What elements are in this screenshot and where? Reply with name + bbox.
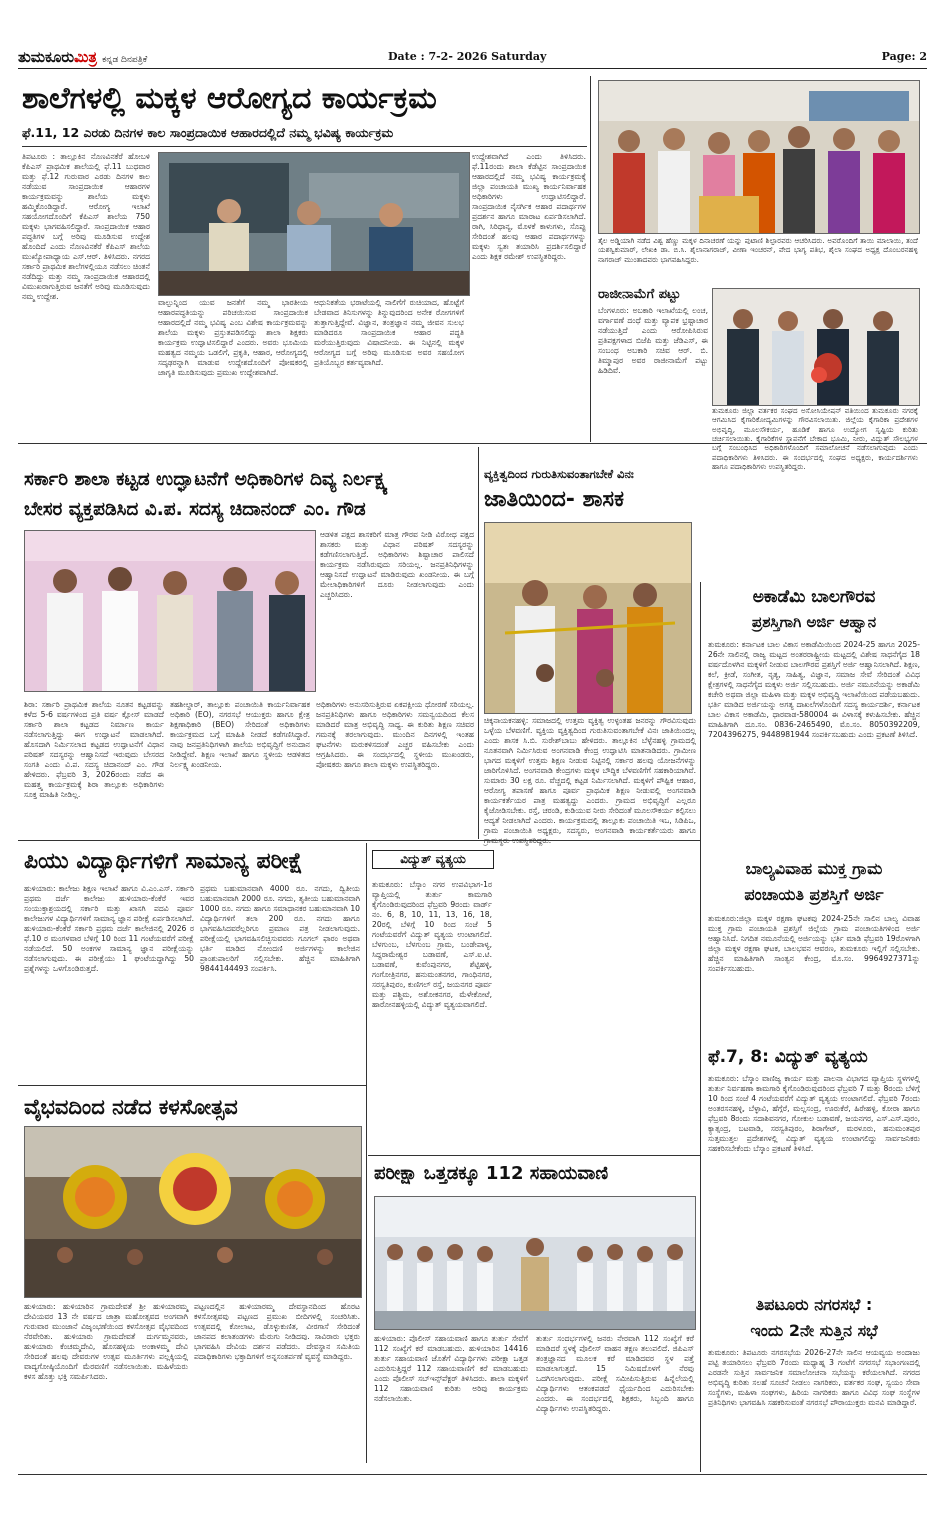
tiptur-headline1: ತಿಪಟೂರು ನಗರಸಭೆ :	[755, 1295, 873, 1314]
issue-date: Date : 7-2- 2026 Saturday	[388, 50, 547, 63]
story2-side: ಆಡಳಿತ ಪಕ್ಷದ ಶಾಸಕರಿಗೆ ಮಾತ್ರ ಗೌರವ ನೀಡಿ ವಿರೋಧ ಪಕ್ಷದ ಶಾಸಕರು ಮತ್ತು ವಿಧಾನ ಪರಿಷತ್ ಸದಸ್ಯರನ್ನು ಕಡೆಗಣಿಸಲಾಗುತ್ತಿದೆ. ಅಧಿಕಾರಿಗಳು ಶಿಷ್ಟಾಚಾರ ಪಾಲಿಸದೆ ಕಾರ್ಯಕ್ರಮ ನಡೆಸಿರುವುದು ಸರಿಯಲ್ಲ. ಜನಪ್ರತಿನಿಧಿಗಳನ್ನು ಆಹ್ವಾನಿಸದೆ ಉದ್ಘಾಟನೆ ಮಾಡಿರುವುದು ಖಂಡನೀಯ. ಈ ಬಗ್ಗೆ ಮೇಲಾಧಿಕಾರಿಗಳಿಗೆ ದೂರು ನೀಡಲಾಗುವುದು ಎಂದು ಎಚ್ಚರಿಸಿದರು.	[320, 530, 474, 600]
rajeenama-headline: ರಾಜೀನಾಮೆಗೆ ಪಟ್ಟು	[598, 287, 681, 302]
felicitation-caption-top: ತುಮಕೂರು ಜಿಲ್ಲಾ ವರ್ತಕರ ಸಂಘದ ಅಸೋಸಿಯೇಷನ್ ವತಿಯಿಂದ ತುಮಕೂರು ನಗರಕ್ಕೆ ಆಗಮಿಸಿದ ಕೈಗಾರಿಕೋದ್ಯಮಿಗಳನ್ನು ಗೌರವಿಸಲಾಯಿತು. ಜಿಲ್ಲೆಯ ಕೈಗಾರಿಕಾ ಪ್ರದೇಶಗಳ ಅಭಿವೃದ್ಧಿ, ಮೂಲಸೌಕರ್ಯ, ಹೂಡಿಕೆ ಹಾಗೂ ಉದ್ಯೋಗ ಸೃಷ್ಟಿಯ ಕುರಿತು ಚರ್ಚಿಸಲಾಯಿತು. ಕೈಗಾರಿಕೆಗಳ ಸ್ಥಾಪನೆಗೆ ಬೇಕಾದ ಭೂಮಿ, ನೀರು, ವಿದ್ಯುತ್ ಸೌಲಭ್ಯಗಳ ಬಗ್ಗೆ ಸಂಬಂಧಿಸಿದ ಅಧಿಕಾರಿಗಳೊಂದಿಗೆ ಸಮಾಲೋಚನೆ ನಡೆಸಲಾಗುವುದು ಎಂದು ಪದಾಧಿಕಾರಿಗಳು ತಿಳಿಸಿದರು. ಈ ಸಂದರ್ಭದಲ್ಲಿ ಸಂಘದ ಅಧ್ಯಕ್ಷರು, ಕಾರ್ಯದರ್ಶಿಗಳು ಹಾಗೂ ಪದಾಧಿಕಾರಿಗಳು ಉಪಸ್ಥಿತರಿದ್ದರು.	[712, 406, 918, 472]
balya-headline2: ಪಂಚಾಯತಿ ಪ್ರಶಸ್ತಿಗೆ ಅರ್ಜಿ	[744, 885, 884, 904]
story1-photo	[158, 152, 470, 296]
masthead-tagline: ಕನ್ನಡ ದಿನಪತ್ರಿಕೆ	[102, 55, 148, 65]
power-mid-headline: ವಿದ್ಯುತ್ ವ್ಯತ್ಯಯ	[372, 850, 494, 869]
story2-body3: ಅಧಿಕಾರಿಗಳು ಅನುಸರಿಸುತ್ತಿರುವ ಏಕಪಕ್ಷೀಯ ಧೋರಣೆ ಸರಿಯಲ್ಲ. ಜನಪ್ರತಿನಿಧಿಗಳು ಹಾಗೂ ಅಧಿಕಾರಿಗಳು ಸಮನ್ವಯದಿಂದ ಕೆಲಸ ಮಾಡಿದರೆ ಮಾತ್ರ ಅಭಿವೃದ್ಧಿ ಸಾಧ್ಯ. ಈ ಕುರಿತು ಶಿಕ್ಷಣ ಸಚಿವರ ಗಮನಕ್ಕೆ ತರಲಾಗುವುದು. ಮುಂದಿನ ದಿನಗಳಲ್ಲಿ ಇಂತಹ ಘಟನೆಗಳು ಮರುಕಳಿಸದಂತೆ ಎಚ್ಚರ ವಹಿಸಬೇಕು ಎಂದು ಆಗ್ರಹಿಸಿದರು. ಈ ಸಂದರ್ಭದಲ್ಲಿ ಸ್ಥಳೀಯ ಮುಖಂಡರು, ಪೋಷಕರು ಹಾಗೂ ಶಾಲಾ ಮಕ್ಕಳು ಉಪಸ್ಥಿತರಿದ್ದರು.	[316, 700, 474, 770]
puc-col2: ಪ್ರಥಮ ಬಹುಮಾನವಾಗಿ 4000 ರೂ. ನಗದು, ದ್ವಿತೀಯ ಬಹುಮಾನವಾಗಿ 2000 ರೂ. ನಗದು, ತೃತೀಯ ಬಹುಮಾನವಾಗಿ 1000 ರೂ. ನಗದು ಹಾಗೂ ಸಮಾಧಾನಕರ ಬಹುಮಾನವಾಗಿ 10 ವಿದ್ಯಾರ್ಥಿಗಳಿಗೆ ತಲಾ 200 ರೂ. ನಗದು ಹಾಗೂ ಭಾಗವಹಿಸಿದವರೆಲ್ಲರಿಗೂ ಪ್ರಮಾಣ ಪತ್ರ ನೀಡಲಾಗುವುದು. ಪರೀಕ್ಷೆಯಲ್ಲಿ ಭಾಗವಹಿಸಲಿಚ್ಛಿಸುವವರು ಗೂಗಲ್ ಫಾರಂ ಅಥವಾ ಭರ್ತಿ ಮಾಡಿದ ನೋಂದಣಿ ಅರ್ಜಿಗಳನ್ನು ಕಾಲೇಜಿನ ಪ್ರಾಂಶುಪಾಲರಿಗೆ ಸಲ್ಲಿಸಬೇಕು. ಹೆಚ್ಚಿನ ಮಾಹಿತಿಗಾಗಿ 9844144493 ಸಂಪರ್ಕಿಸಿ.	[200, 884, 360, 974]
page-header	[18, 46, 927, 69]
exam112-photo	[374, 1196, 696, 1330]
rajeenama-body: ಬೆಂಗಳೂರು: ಅಬಕಾರಿ ಇಲಾಖೆಯಲ್ಲಿ ಲಂಚ, ವರ್ಗಾವಣೆ ದಂಧೆ ಮತ್ತು ವ್ಯಾಪಕ ಭ್ರಷ್ಟಾಚಾರ ನಡೆಯುತ್ತಿದೆ ಎಂದು ಆರೋಪಿಸಿರುವ ಪ್ರತಿಪಕ್ಷಗಳಾದ ಬಿಜೆಪಿ ಮತ್ತು ಜೆಡಿಎಸ್, ಈ ಸಂಬಂಧ ಅಬಕಾರಿ ಸಚಿವ ಆರ್. ಬಿ. ತಿಮ್ಮಾಪುರ ಅವರ ರಾಜೀನಾಮೆಗೆ ಪಟ್ಟು ಹಿಡಿದಿವೆ.	[598, 306, 708, 376]
story1-subhead: ಫೆ.11, 12 ಎರಡು ದಿನಗಳ ಕಾಲ ಸಾಂಪ್ರದಾಯಿಕ ಆಹಾರದಲ್ಲಿದೆ ನಮ್ಮ ಭವಿಷ್ಯ ಕಾರ್ಯಕ್ರಮ	[22, 125, 394, 140]
story1-col2: ವಾಲ್ಪುನ್ನಿಂದ ಯುವ ಜನತೆಗೆ ನಮ್ಮ ಭಾರತೀಯ ಆಹಾರಪದ್ಧತಿಯನ್ನು ಪರಿಚಯಿಸುವ ಸಾಂಪ್ರದಾಯಿಕ ಆಹಾರದಲ್ಲಿದೆ ನಮ್ಮ ಭವಿಷ್ಯ ಎಂಬ ವಿಶೇಷ ಕಾರ್ಯಕ್ರಮವನ್ನು ಶಾಲೆಯ ಮಕ್ಕಳು ಪ್ರಸ್ತುತಪಡಿಸಲಿದ್ದು ಶಾಲಾ ಶಿಕ್ಷಕರು ಕಾರ್ಯಕ್ರಮ ಉದ್ಘಾಟಿಸಲಿದ್ದಾರೆ ಎಂದರು. ಅವರು ಭೂಮಿಯ ಮಹತ್ವದ ನಮ್ಮಯ ಒಡಲಿಗೆ, ಪ್ರಕೃತಿ, ಆಹಾರ, ಆರೋಗ್ಯದಲ್ಲಿ ಸದೃಢರನ್ನಾಗಿ ಮಾಡುವ ಉದ್ದೇಶದೊಂದಿಗೆ ಪೋಷಕರಲ್ಲಿ ಜಾಗೃತಿ ಮೂಡಿಸುವುದು ಪ್ರಮುಖ ಉದ್ದೇಶವಾಗಿದೆ.	[158, 298, 308, 378]
academy-body: ತುಮಕೂರು: ಕರ್ನಾಟಕ ಬಾಲ ವಿಕಾಸ ಅಕಾಡೆಮಿಯಿಂದ 2024-25 ಹಾಗೂ 2025-26ನೇ ಸಾಲಿನಲ್ಲಿ ರಾಜ್ಯ ಮಟ್ಟದ ಅಂತರರಾಷ್ಟ್ರೀಯ ಮಟ್ಟದಲ್ಲಿ ವಿಶೇಷ ಸಾಧನೆಗೈದ 18 ವರ್ಷದೊಳಗಿನ ಮಕ್ಕಳಿಗೆ ನೀಡುವ ಬಾಲಗೌರವ ಪ್ರಶಸ್ತಿಗೆ ಅರ್ಜಿ ಆಹ್ವಾನಿಸಲಾಗಿದೆ. ಶಿಕ್ಷಣ, ಕಲೆ, ಕ್ರೀಡೆ, ಸಂಗೀತ, ನೃತ್ಯ, ಸಾಹಿತ್ಯ, ವಿಜ್ಞಾನ, ಸಮಾಜ ಸೇವೆ ಸೇರಿದಂತೆ ವಿವಿಧ ಕ್ಷೇತ್ರಗಳಲ್ಲಿ ಸಾಧನೆಗೈದ ಮಕ್ಕಳು ಅರ್ಜಿ ಸಲ್ಲಿಸಬಹುದು. ಅರ್ಜಿ ನಮೂನೆಯನ್ನು ಅಕಾಡೆಮಿ ಕಚೇರಿ ಅಥವಾ ಜಿಲ್ಲಾ ಮಹಿಳಾ ಮತ್ತು ಮಕ್ಕಳ ಅಭಿವೃದ್ಧಿ ಇಲಾಖೆಯಿಂದ ಪಡೆಯಬಹುದು. ಭರ್ತಿ ಮಾಡಿದ ಅರ್ಜಿಯನ್ನು ಅಗತ್ಯ ದಾಖಲೆಗಳೊಂದಿಗೆ ಸದಸ್ಯ ಕಾರ್ಯದರ್ಶಿ, ಕರ್ನಾಟಕ ಬಾಲ ವಿಕಾಸ ಅಕಾಡೆಮಿ, ಧಾರವಾಡ-580004 ಈ ವಿಳಾಸಕ್ಕೆ ಕಳುಹಿಸಬೇಕು. ಹೆಚ್ಚಿನ ಮಾಹಿತಿಗಾಗಿ ದೂ.ಸಂ. 0836-2465490, ಮೊ.ಸಂ. 8050392209, 7204396275, 9448981944 ಸಂಪರ್ಕಿಸಬಹುದು ಎಂದು ಪ್ರಕಟಣೆ ತಿಳಿಸಿದೆ.	[708, 640, 920, 740]
power-right-body: ತುಮಕೂರು: ಬೆಸ್ಕಾಂ ವಾಣಿಜ್ಯ ಕಾರ್ಯ ಮತ್ತು ಪಾಲನಾ ವಿಭಾಗದ ವ್ಯಾಪ್ತಿಯ ಸ್ಥಳಗಳಲ್ಲಿ ತುರ್ತು ನಿರ್ವಹಣಾ ಕಾಮಗಾರಿ ಕೈಗೊಂಡಿರುವುದರಿಂದ ಫೆಬ್ರವರಿ 7 ಮತ್ತು 8ರಂದು ಬೆಳಿಗ್ಗೆ 10 ರಿಂದ ಸಂಜೆ 4 ಗಂಟೆಯವರೆಗೆ ವಿದ್ಯುತ್ ವ್ಯತ್ಯಯ ಉಂಟಾಗಲಿದೆ. ಫೆಬ್ರವರಿ 7ರಂದು ಅಂತರಸನಹಳ್ಳಿ, ಬೆಳ್ಳಾವಿ, ಹೆಗ್ಗೆರೆ, ಮಲ್ಲಸಂದ್ರ, ಊರುಕೆರೆ, ಹಿರೇಹಳ್ಳಿ, ಕೋರಾ ಹಾಗೂ ಫೆಬ್ರವರಿ 8ರಂದು ಸದಾಶಿವನಗರ, ಗೋಕುಲ ಬಡಾವಣೆ, ಜಯನಗರ, ಎಸ್.ಎಸ್.ಪುರಂ, ಕ್ಯಾತ್ಸಂದ್ರ, ಬಟವಾಡಿ, ಸರಸ್ವತಿಪುರಂ, ಶಿರಾಗೇಟ್, ಮರಳೂರು, ಹನುಮಂತಪುರ ಸುತ್ತಮುತ್ತಲ ಪ್ರದೇಶಗಳಲ್ಲಿ ವಿದ್ಯುತ್ ವ್ಯತ್ಯಯ ಉಂಟಾಗಲಿದ್ದು ಸಾರ್ವಜನಿಕರು ಸಹಕರಿಸಬೇಕೆಂದು ಬೆಸ್ಕಾಂ ಪ್ರಕಟಣೆ ತಿಳಿಸಿದೆ.	[708, 1074, 920, 1154]
story1-headline: ಶಾಲೆಗಳಲ್ಲಿ ಮಕ್ಕಳ ಆರೋಗ್ಯದ ಕಾರ್ಯಕ್ರಮ	[22, 81, 437, 116]
family-photo	[598, 80, 920, 234]
story3-body: ಚಿಕ್ಕನಾಯಕನಹಳ್ಳಿ: ಸಮಾಜದಲ್ಲಿ ಉತ್ತಮ ವ್ಯಕ್ತಿತ್ವ ಉಳ್ಳಂತಹ ಜನರನ್ನು ಗೌರವಿಸುವುದು ಒಳ್ಳೆಯ ಬೆಳವಣಿಗೆ. ವ್ಯಕ್ತಿಯ ವ್ಯಕ್ತಿತ್ವದಿಂದ ಗುರುತಿಸುವಂತಾಗಬೇಕೆ ವಿನಃ ಜಾತಿಯಿಂದಲ್ಲ ಎಂದು ಶಾಸಕ ಸಿ.ಬಿ. ಸುರೇಶ್‌ಬಾಬು ಹೇಳಿದರು. ತಾಲ್ಲೂಕಿನ ಬೆಳ್ಳೆನಹಳ್ಳಿ ಗ್ರಾಮದಲ್ಲಿ ನೂತನವಾಗಿ ನಿರ್ಮಿಸಿರುವ ಅಂಗನವಾಡಿ ಕೇಂದ್ರ ಉದ್ಘಾಟಿಸಿ ಮಾತನಾಡಿದರು. ಗ್ರಾಮೀಣ ಭಾಗದ ಮಕ್ಕಳಿಗೆ ಉತ್ತಮ ಶಿಕ್ಷಣ ನೀಡುವ ನಿಟ್ಟಿನಲ್ಲಿ ಸರ್ಕಾರ ಹಲವು ಯೋಜನೆಗಳನ್ನು ಜಾರಿಗೊಳಿಸಿದೆ. ಅಂಗನವಾಡಿ ಕೇಂದ್ರಗಳು ಮಕ್ಕಳ ಬೌದ್ಧಿಕ ಬೆಳವಣಿಗೆಗೆ ಸಹಕಾರಿಯಾಗಿವೆ. ಸುಮಾರು 30 ಲಕ್ಷ ರೂ. ವೆಚ್ಚದಲ್ಲಿ ಕಟ್ಟಡ ನಿರ್ಮಿಸಲಾಗಿದೆ. ಮಕ್ಕಳಿಗೆ ಪೌಷ್ಟಿಕ ಆಹಾರ, ಆರೋಗ್ಯ ತಪಾಸಣೆ ಹಾಗೂ ಪೂರ್ವ ಪ್ರಾಥಮಿಕ ಶಿಕ್ಷಣ ನೀಡುವಲ್ಲಿ ಅಂಗನವಾಡಿ ಕಾರ್ಯಕರ್ತೆಯರ ಪಾತ್ರ ಮಹತ್ವದ್ದು ಎಂದರು. ಗ್ರಾಮದ ಅಭಿವೃದ್ಧಿಗೆ ಎಲ್ಲರೂ ಕೈಜೋಡಿಸಬೇಕು. ರಸ್ತೆ, ಚರಂಡಿ, ಕುಡಿಯುವ ನೀರು ಸೇರಿದಂತೆ ಮೂಲಸೌಕರ್ಯ ಕಲ್ಪಿಸಲು ಆದ್ಯತೆ ನೀಡಲಾಗಿದೆ ಎಂದರು. ಕಾರ್ಯಕ್ರಮದಲ್ಲಿ ತಾಲ್ಲೂಕು ಪಂಚಾಯಿತಿ ಇಒ, ಸಿಡಿಪಿಒ, ಗ್ರಾಮ ಪಂಚಾಯಿತಿ ಅಧ್ಯಕ್ಷರು, ಸದಸ್ಯರು, ಅಂಗನವಾಡಿ ಕಾರ್ಯಕರ್ತೆಯರು ಹಾಗೂ ಗ್ರಾಮಸ್ಥರು ಉಪಸ್ಥಿತರಿದ್ದರು.	[484, 716, 696, 846]
story2-headline2: ಬೇಸರ ವ್ಯಕ್ತಪಡಿಸಿದ ವಿ.ಪ. ಸದಸ್ಯ ಚಿದಾನಂದ್ ಎಂ. ಗೌಡ	[24, 499, 366, 520]
balya-headline1: ಬಾಲ್ಯವಿವಾಹ ಮುಕ್ತ ಗ್ರಾಮ	[745, 859, 883, 878]
exam112-col2: ತುರ್ತು ಸಂದರ್ಭಗಳಲ್ಲಿ ಜನರು ನೇರವಾಗಿ 112 ಸಂಖ್ಯೆಗೆ ಕರೆ ಮಾಡಿದರೆ ಸ್ಥಳಕ್ಕೆ ಪೊಲೀಸ್ ವಾಹನ ತಕ್ಷಣ ತಲುಪಲಿದೆ. ಜಿಪಿಎಸ್ ತಂತ್ರಜ್ಞಾನದ ಮೂಲಕ ಕರೆ ಮಾಡಿದವರ ಸ್ಥಳ ಪತ್ತೆ ಮಾಡಲಾಗುತ್ತದೆ. 15 ನಿಮಿಷದೊಳಗೆ ನೆರವು ಒದಗಿಸಲಾಗುವುದು. ಪರೀಕ್ಷೆ ಸಮೀಪಿಸುತ್ತಿರುವ ಹಿನ್ನೆಲೆಯಲ್ಲಿ ವಿದ್ಯಾರ್ಥಿಗಳು ಆತಂಕಪಡದೆ ಧೈರ್ಯದಿಂದ ಎದುರಿಸಬೇಕು ಎಂದರು. ಈ ಸಂದರ್ಭದಲ್ಲಿ ಶಿಕ್ಷಕರು, ಸಿಬ್ಬಂದಿ ಹಾಗೂ ವಿದ್ಯಾರ್ಥಿಗಳು ಉಪಸ್ಥಿತರಿದ್ದರು.	[536, 1334, 694, 1414]
family-photo-caption: ತೈಲ ಅಡ್ಡಿಯಾಗಿ ನಡೆದ ವಿಶ್ವ ಹೆಣ್ಣು ಮಕ್ಕಳ ದಿನಾಚರಣೆ ಯನ್ನು ಪುಟಾಣಿ ಶಿಲ್ಪಾರವರು ಆಚರಿಸಿದರು. ಅವರೊಂದಿಗೆ ತಾಯಿ ಮಾಲಾಯಿ, ತಂದೆ ಯಶಸ್ವಿಕುಮಾರ್, ಲೇಖಕಿ ಡಾ. ಬಿ.ಸಿ. ಶೈಲಾನಾಗರಾಜ್, ವೀಣಾ ಇಂಚರನ್, ವೇದ ಭಾಗ್ಯ ಪತಿಭ, ಶೈಲಾ ಸಂಘದ ಅಧ್ಯಕ್ಷ ದೊಂಬರನಹಳ್ಳಿ ನಾಗರಾಜ್ ಮುಂತಾದವರು ಭಾಗವಹಿಸಿದ್ದರು.	[598, 236, 918, 264]
puc-col1: ಹುಳಿಯಾರು: ಕಾಲೇಜು ಶಿಕ್ಷಣ ಇಲಾಖೆ ಹಾಗೂ ವಿ.ಎಂ.ಎಸ್. ಸರ್ಕಾರಿ ಪ್ರಥಮ ದರ್ಜೆ ಕಾಲೇಜು ಹುಳಿಯಾರು-ಕೆಂಕೆರೆ ಇವರ ಸಂಯುಕ್ತಾಶ್ರಯದಲ್ಲಿ ಸರ್ಕಾರಿ ಮತ್ತು ಖಾಸಗಿ ಪದವಿ ಪೂರ್ವ ಕಾಲೇಜುಗಳ ವಿದ್ಯಾರ್ಥಿಗಳಿಗೆ ಸಾಮಾನ್ಯ ಜ್ಞಾನ ಪರೀಕ್ಷೆ ಏರ್ಪಡಿಸಲಾಗಿದೆ. ಹುಳಿಯಾರು-ಕೆಂಕೆರೆ ಸರ್ಕಾರಿ ಪ್ರಥಮ ದರ್ಜೆ ಕಾಲೇಜಿನಲ್ಲಿ 2026 ರ ಫೆ.10 ರ ಮಂಗಳವಾರ ಬೆಳಿಗ್ಗೆ 10 ರಿಂದ 11 ಗಂಟೆಯವರೆಗೆ ಪರೀಕ್ಷೆ ನಡೆಯಲಿದೆ. 50 ಅಂಕಗಳ ಸಾಮಾನ್ಯ ಜ್ಞಾನ ಪರೀಕ್ಷೆಯನ್ನು ನಡೆಸಲಾಗುವುದು. ಈ ಪರೀಕ್ಷೆಯು 1 ಘಂಟೆಯದ್ದಾಗಿದ್ದು 50 ಪ್ರಶ್ನೆಗಳನ್ನು ಒಳಗೊಂಡಿರುತ್ತದೆ.	[24, 884, 194, 974]
story2-photo	[24, 530, 316, 692]
story3-headline2: ಜಾತಿಯಿಂದ- ಶಾಸಕ	[484, 487, 624, 512]
story1-col1: ತಿಪಟೂರು : ತಾಲ್ಲೂಕಿನ ನೊಣವಿನಕೆರೆ ಹೋಬಳಿ ಕೆಪಿಎಸ್ ಪ್ರಾಥಮಿಕ ಶಾಲೆಯಲ್ಲಿ ಫೆ.11 ಬುಧವಾರ ಮತ್ತು ಫೆ.12 ಗುರುವಾರ ಎರಡು ದಿನಗಳ ಕಾಲ ನಡೆಯುವ ಸಾಂಪ್ರದಾಯಿಕ ಆಹಾರಗಳ ಕಾರ್ಯಕ್ರಮವನ್ನು ಶಾಲೆಯ ಮಕ್ಕಳು ಹಮ್ಮಿಕೊಂಡಿದ್ದಾರೆ. ಆರೋಗ್ಯ ಇಲಾಖೆ ಸಹಯೋಗದೊಂದಿಗೆ ಕೆಪಿಎಸ್ ಶಾಲೆಯ 750 ಮಕ್ಕಳು ಭಾಗವಹಿಸಲಿದ್ದಾರೆ. ಸಾಂಪ್ರದಾಯಿಕ ಆಹಾರ ಪದ್ಧತಿಗಳ ಬಗ್ಗೆ ಅರಿವು ಮೂಡಿಸುವ ಉದ್ದೇಶ ಹೊಂದಿದೆ ಎಂದು ನೊಣವಿನಕೆರೆ ಕೆಪಿಎಸ್ ಶಾಲೆಯ ಮುಖ್ಯೋಪಾಧ್ಯಾಯ ಎಸ್.ಆರ್. ತಿಳಿಸಿದರು. ನಗರದ ಸರ್ಕಾರಿ ಪ್ರಾಥಮಿಕ ಶಾಲೆಗಳಲ್ಲಿಯೂ ನಡೆಸಲು ಚಿಂತನೆ ನಡೆದಿದ್ದು ಮತ್ತು ನಮ್ಮ ಸಾಂಪ್ರದಾಯಿಕ ಆಹಾರದಲ್ಲಿ ವಿಮುಖರಾಗುತ್ತಿರುವ ಜನತೆಗೆ ಅರಿವು ಮೂಡಿಸುವುದು ನಮ್ಮ ಉದ್ದೇಶ.	[22, 152, 150, 302]
utsava-photo	[24, 1126, 362, 1298]
story2-body1: ಶಿರಾ: ಸರ್ಕಾರಿ ಪ್ರಾಥಮಿಕ ಶಾಲೆಯ ನೂತನ ಕಟ್ಟಡವನ್ನು ಕಳೆದ 5-6 ವರ್ಷಗಳಿಂದ ಪ್ರತಿ ವರ್ಷ ಕ್ಲೋಸ್ ಮಾಡದೆ ಸರ್ಕಾರಿ ಶಾಲಾ ಕಟ್ಟಡದ ನಿರ್ಮಾಣ ಕಾರ್ಯ ನಡೆಸಲಾಗುತ್ತಿದ್ದು ಈಗ ಉದ್ಘಾಟನೆ ಮಾಡಲಾಗಿದೆ. ಹೊಸದಾಗಿ ನಿರ್ಮಿಸಲಾದ ಕಟ್ಟಡದ ಉದ್ಘಾಟನೆಗೆ ವಿಧಾನ ಪರಿಷತ್ ಸದಸ್ಯರನ್ನು ಆಹ್ವಾನಿಸದೆ ಇರುವುದು ಬೇಸರದ ಸಂಗತಿ ಎಂದು ವಿ.ಪ. ಸದಸ್ಯ ಚಿದಾನಂದ್ ಎಂ. ಗೌಡ ಹೇಳಿದರು. ಫೆಬ್ರವರಿ 3, 2026ರಂದು ನಡೆದ ಈ ಮಹತ್ತ್ವ ಕಾರ್ಯಕ್ರಮಕ್ಕೆ ಶಿರಾ ತಾಲ್ಲೂಕು ಅಧಿಕಾರಿಗಳು ಸೂಕ್ತ ಮಾಹಿತಿ ನೀಡಿಲ್ಲ.	[24, 700, 164, 800]
balya-body: ತುಮಕೂರು:ಜಿಲ್ಲಾ ಮಕ್ಕಳ ರಕ್ಷಣಾ ಘಟಕವು 2024-25ನೇ ಸಾಲಿನ ಬಾಲ್ಯ ವಿವಾಹ ಮುಕ್ತ ಗ್ರಾಮ ಪಂಚಾಯತಿ ಪ್ರಶಸ್ತಿಗೆ ಜಿಲ್ಲೆಯ ಗ್ರಾಮ ಪಂಚಾಯತಿಗಳಿಂದ ಅರ್ಜಿ ಆಹ್ವಾನಿಸಿದೆ. ನಿಗದಿತ ನಮೂನೆಯಲ್ಲಿ ಅರ್ಜಿಯನ್ನು ಭರ್ತಿ ಮಾಡಿ ಫೆಬ್ರವರಿ 19ರೊಳಗಾಗಿ ಜಿಲ್ಲಾ ಮಕ್ಕಳ ರಕ್ಷಣಾ ಘಟಕ, ಬಾಲಭವನ ಆವರಣ, ತುಮಕೂರು ಇಲ್ಲಿಗೆ ಸಲ್ಲಿಸಬೇಕು. ಹೆಚ್ಚಿನ ಮಾಹಿತಿಗಾಗಿ ಸಾಂತ್ವನ ಕೇಂದ್ರ, ಮೊ.ಸಂ. 9964927371ನ್ನು ಸಂಪರ್ಕಿಸಬಹುದು.	[708, 914, 920, 974]
tiptur-body: ತುಮಕೂರು: ತಿಪಟೂರು ನಗರಸಭೆಯ 2026-27ನೇ ಸಾಲಿನ ಆಯವ್ಯಯ ಅಂದಾಜು ಪಟ್ಟಿ ತಯಾರಿಸಲು ಫೆಬ್ರವರಿ 7ರಂದು ಮಧ್ಯಾಹ್ನ 3 ಗಂಟೆಗೆ ನಗರಸಭೆ ಸಭಾಂಗಣದಲ್ಲಿ ಎರಡನೇ ಸುತ್ತಿನ ಸಾರ್ವಜನಿಕ ಸಮಾಲೋಚನಾ ಸಭೆಯನ್ನು ಕರೆಯಲಾಗಿದೆ. ನಗರದ ಅಭಿವೃದ್ಧಿ ಕುರಿತು ಸಲಹೆ ಸೂಚನೆ ನೀಡಲು ನಾಗರಿಕರು, ವರ್ತಕರ ಸಂಘ, ಸ್ವಯಂ ಸೇವಾ ಸಂಸ್ಥೆಗಳು, ಮಹಿಳಾ ಸಂಘಗಳು, ಹಿರಿಯ ನಾಗರಿಕರು ಹಾಗೂ ವಿವಿಧ ಸಂಘ ಸಂಸ್ಥೆಗಳ ಪ್ರತಿನಿಧಿಗಳು ಭಾಗವಹಿಸಿ ಸಹಕರಿಸುವಂತೆ ನಗರಸಭೆ ಪೌರಾಯುಕ್ತರು ಮನವಿ ಮಾಡಿದ್ದಾರೆ.	[708, 1348, 920, 1408]
story1-col4: ಉದ್ದೇಶವಾಗಿದೆ ಎಂದು ತಿಳಿಸಿದರು. ಫೆ.11ರಂದು ಶಾಲಾ ಕೆಡೆಟ್ಟಿನ ಸಾಂಪ್ರದಾಯಿಕ ಆಹಾರದಲ್ಲಿದೆ ನಮ್ಮ ಭವಿಷ್ಯ ಕಾರ್ಯಕ್ರಮಕ್ಕೆ ಜಿಲ್ಲಾ ಪಂಚಾಯತಿ ಮುಖ್ಯ ಕಾರ್ಯನಿರ್ವಾಹಕ ಅಧಿಕಾರಿಗಳು ಉದ್ಘಾಟಿಸಲಿದ್ದಾರೆ. ಸಾಂಪ್ರದಾಯಿಕ ನೈಸರ್ಗಿಕ ಆಹಾರ ಪದಾರ್ಥಗಳ ಪ್ರದರ್ಶನ ಹಾಗೂ ಮಾರಾಟ ಏರ್ಪಡಿಸಲಾಗಿದೆ. ರಾಗಿ, ಸಿರಿಧಾನ್ಯ, ಮೊಳಕೆ ಕಾಳುಗಳು, ಸೊಪ್ಪು ಸೇರಿದಂತೆ ಹಲವು ಆಹಾರ ಪದಾರ್ಥಗಳನ್ನು ಮಕ್ಕಳು ಸ್ವತಃ ತಯಾರಿಸಿ ಪ್ರದರ್ಶಿಸಲಿದ್ದಾರೆ ಎಂದು ಶಿಕ್ಷಕ ರಮೇಶ್ ಉಪಸ್ಥಿತರಿದ್ದರು.	[472, 152, 586, 262]
utsava-col2: ಪಟ್ಟಣದಲ್ಲಿನ ಹುಳಿಯಾರಮ್ಮ ದೇವಸ್ಥಾನದಿಂದ ಹೊರಟ ಕಳಸೋತ್ಸವವು ಪಟ್ಟಣದ ಪ್ರಮುಖ ಬೀದಿಗಳಲ್ಲಿ ಸಂಚರಿಸಿತು. ಉತ್ಸವದಲ್ಲಿ ಕೋಲಾಟ, ಡೊಳ್ಳುಕುಣಿತ, ವೀರಗಾಸೆ ಸೇರಿದಂತೆ ಜಾನಪದ ಕಲಾತಂಡಗಳು ಮೆರುಗು ನೀಡಿದವು. ಸಾವಿರಾರು ಭಕ್ತರು ಭಾಗವಹಿಸಿ ದೇವಿಯ ದರ್ಶನ ಪಡೆದರು. ದೇವಸ್ಥಾನ ಸಮಿತಿಯ ಪದಾಧಿಕಾರಿಗಳು ಭಕ್ತಾದಿಗಳಿಗೆ ಅನ್ನಸಂತರ್ಪಣೆ ವ್ಯವಸ್ಥೆ ಮಾಡಿದ್ದರು.	[194, 1302, 360, 1362]
exam112-headline: ಪರೀಕ್ಷಾ ಒತ್ತಡಕ್ಕೂ 112 ಸಹಾಯವಾಣಿ	[374, 1163, 609, 1184]
academy-headline1: ಅಕಾಡೆಮಿ ಬಾಲಗೌರವ	[752, 587, 876, 607]
story2-headline1: ಸರ್ಕಾರಿ ಶಾಲಾ ಕಟ್ಟಡ ಉದ್ಘಾಟನೆಗೆ ಅಧಿಕಾರಿಗಳ ದಿವ್ಯ ನಿರ್ಲಕ್ಷ್ಯ	[24, 469, 388, 490]
power-right-headline: ಫೆ.7, 8: ವಿದ್ಯುತ್ ವ್ಯತ್ಯಯ	[708, 1047, 868, 1067]
story3-photo	[484, 522, 692, 714]
puc-headline: ಪಿಯು ವಿದ್ಯಾರ್ಥಿಗಳಿಗೆ ಸಾಮಾನ್ಯ ಪರೀಕ್ಷೆ	[24, 849, 303, 874]
story1-col3: ಆಧುನಿಕತೆಯ ಭರಾಟೆಯಲ್ಲಿ ನಾಲಿಗೆಗೆ ರುಚಿಯಾದ, ಹೊಟ್ಟೆಗೆ ಬೇಡವಾದ ತಿನಿಸುಗಳನ್ನು ತಿನ್ನುವುದರಿಂದ ಅನೇಕ ರೋಗಗಳಿಗೆ ತುತ್ತಾಗುತ್ತಿದ್ದೇವೆ. ವಿಜ್ಞಾನ, ತಂತ್ರಜ್ಞಾನ ನಮ್ಮ ಜೀವನ ಸುಲಭ ಮಾಡಿದರೂ ಸಾಂಪ್ರದಾಯಿಕ ಆಹಾರ ಪದ್ಧತಿ ಮರೆಯುತ್ತಿರುವುದು ವಿಷಾದನೀಯ. ಈ ನಿಟ್ಟಿನಲ್ಲಿ ಮಕ್ಕಳ ಆರೋಗ್ಯದ ಬಗ್ಗೆ ಅರಿವು ಮೂಡಿಸುವ ಅವರ ಸಹಯೋಗ ಪ್ರತಿಯೊಬ್ಬರ ಕರ್ತವ್ಯವಾಗಿದೆ.	[314, 298, 464, 368]
story2-body2: ತಹಶೀಲ್ದಾರ್, ತಾಲ್ಲೂಕು ಪಂಚಾಯಿತಿ ಕಾರ್ಯನಿರ್ವಾಹಕ ಅಧಿಕಾರಿ (EO), ನಗರಸಭೆ ಆಯುಕ್ತರು ಹಾಗೂ ಕ್ಷೇತ್ರ ಶಿಕ್ಷಣಾಧಿಕಾರಿ (BEO) ಸೇರಿದಂತೆ ಅಧಿಕಾರಿಗಳು ಕಾರ್ಯಕ್ರಮದ ಬಗ್ಗೆ ಮಾಹಿತಿ ನೀಡದೆ ಕಡೆಗಣಿಸಿದ್ದಾರೆ. ನಾವು ಜನಪ್ರತಿನಿಧಿಗಳಾಗಿ ಶಾಲೆಯ ಅಭಿವೃದ್ಧಿಗೆ ಅನುದಾನ ನೀಡಿದ್ದೇವೆ. ಶಿಕ್ಷಣ ಇಲಾಖೆ ಹಾಗೂ ಸ್ಥಳೀಯ ಆಡಳಿತದ ನಿರ್ಲಕ್ಷ್ಯ ಖಂಡನೀಯ.	[170, 700, 310, 770]
masthead-name-b: ಮಿತ್ರ	[74, 48, 97, 66]
exam112-col1: ಹುಳಿಯಾರು: ಪೊಲೀಸ್ ಸಹಾಯವಾಣಿ ಹಾಗೂ ತುರ್ತು ಸೇವೆಗೆ 112 ಸಂಖ್ಯೆಗೆ ಕರೆ ಮಾಡಬಹುದು. ಹುಳಿಯಾರಿನ 14416 ತುರ್ತು ಸಹಾಯವಾಣಿ ಜೊತೆಗೆ ವಿದ್ಯಾರ್ಥಿಗಳು ಪರೀಕ್ಷಾ ಒತ್ತಡ ಎದುರಿಸುತ್ತಿದ್ದರೆ 112 ಸಹಾಯವಾಣಿಗೆ ಕರೆ ಮಾಡಬಹುದು ಎಂದು ಪೊಲೀಸ್ ಸಬ್‌ಇನ್ಸ್‌ಪೆಕ್ಟರ್ ತಿಳಿಸಿದರು. ಶಾಲಾ ಮಕ್ಕಳಿಗೆ 112 ಸಹಾಯವಾಣಿ ಕುರಿತು ಅರಿವು ಕಾರ್ಯಕ್ರಮ ನಡೆಸಲಾಯಿತು.	[374, 1334, 528, 1404]
page-number: Page: 2	[881, 50, 927, 63]
tiptur-headline2: ಇಂದು 2ನೇ ಸುತ್ತಿನ ಸಭೆ	[750, 1321, 878, 1340]
utsava-col1: ಹುಳಿಯಾರು: ಹುಳಿಯಾರಿನ ಗ್ರಾಮದೇವತೆ ಶ್ರೀ ಹುಳಿಯಾರಮ್ಮ ದೇವಿಯವರ 13 ನೇ ವರ್ಷದ ಜಾತ್ರಾ ಮಹೋತ್ಸವದ ಅಂಗವಾಗಿ ಗುರುವಾರ ಮುಂಜಾನೆ ವಿಜೃಂಭಣೆಯಿಂದ ಕಳಸೋತ್ಸವ ವೈಭವದಿಂದ ನೆರವೇರಿತು. ಹುಳಿಯಾರು ಗ್ರಾಮದೇವತೆ ದುರ್ಗಮ್ಮನವರು, ಹುಳಿಯಾರು ಕೆಂಚಮ್ಮದೇವಿ, ಹೊಸಹಳ್ಳಿಯ ಅಂಕಾಳಮ್ಮ ದೇವಿ ಸೇರಿದಂತೆ ಹಲವು ದೇವರುಗಳ ಉತ್ಸವ ಮೂರ್ತಿಗಳು ಪಲ್ಲಕ್ಕಿಯಲ್ಲಿ ವಾದ್ಯಗೋಷ್ಠಿಯೊಂದಿಗೆ ಮೆರವಣಿಗೆ ನಡೆಸಲಾಯಿತು. ಮಹಿಳೆಯರು ಕಳಸ ಹೊತ್ತು ಭಕ್ತಿ ಸಮರ್ಪಿಸಿದರು.	[24, 1302, 188, 1382]
utsava-headline: ವೈಭವದಿಂದ ನಡೆದ ಕಳಸೋತ್ಸವ	[24, 1095, 238, 1119]
academy-headline2: ಪ್ರಶಸ್ತಿಗಾಗಿ ಅರ್ಜಿ ಆಹ್ವಾನ	[751, 613, 877, 631]
masthead	[18, 48, 147, 66]
masthead-name-a: ತುಮಕೂರು	[18, 48, 75, 66]
story3-headline1: ವ್ಯಕ್ತಿತ್ವದಿಂದ ಗುರುತಿಸುವಂತಾಗಬೇಕೆ ವಿನಃ	[484, 467, 634, 481]
power-mid-body: ತುಮಕೂರು: ಬೆಸ್ಕಾಂ ನಗರ ಉಪವಿಭಾಗ-1ರ ವ್ಯಾಪ್ತಿಯಲ್ಲಿ ತುರ್ತು ಕಾಮಗಾರಿ ಕೈಗೊಂಡಿರುವುದರಿಂದ ಫೆಬ್ರವರಿ 9ರಂದು ವಾರ್ಡ್ ನಂ. 6, 8, 10, 11, 13, 16, 18, 20ರಲ್ಲಿ ಬೆಳಿಗ್ಗೆ 10 ರಿಂದ ಸಂಜೆ 5 ಗಂಟೆಯವರೆಗೆ ವಿದ್ಯುತ್ ವ್ಯತ್ಯಯ ಉಂಟಾಗಲಿದೆ. ಬೆಳಗುಂಬ, ಬೆಳಗುಂಬ ಗ್ರಾಮ, ಬಂಡೇಪಾಳ್ಯ, ಸಿದ್ದರಾಮೇಶ್ವರ ಬಡಾವಣೆ, ಎಸ್.ಐ.ಟಿ. ಬಡಾವಣೆ, ಕುವೆಂಪುನಗರ, ಶೆಟ್ಟಿಹಳ್ಳಿ, ಗಂಗೋತ್ರಿನಗರ, ಹನುಮಂತನಗರ, ಗಾಂಧಿನಗರ, ಸರಸ್ವತಿಪುರಂ, ಕುಣಿಗಲ್ ರಸ್ತೆ, ಜಯನಗರ ಪೂರ್ವ ಮತ್ತು ಪಶ್ಚಿಮ, ಅಶೋಕನಗರ, ಮೆಳೇಕೋಟೆ, ಹಾರೋನಹಳ್ಳಿಯಲ್ಲಿ ವಿದ್ಯುತ್ ವ್ಯತ್ಯಯವಾಗಲಿದೆ.	[372, 880, 492, 1010]
felicitation-photo	[712, 288, 920, 406]
